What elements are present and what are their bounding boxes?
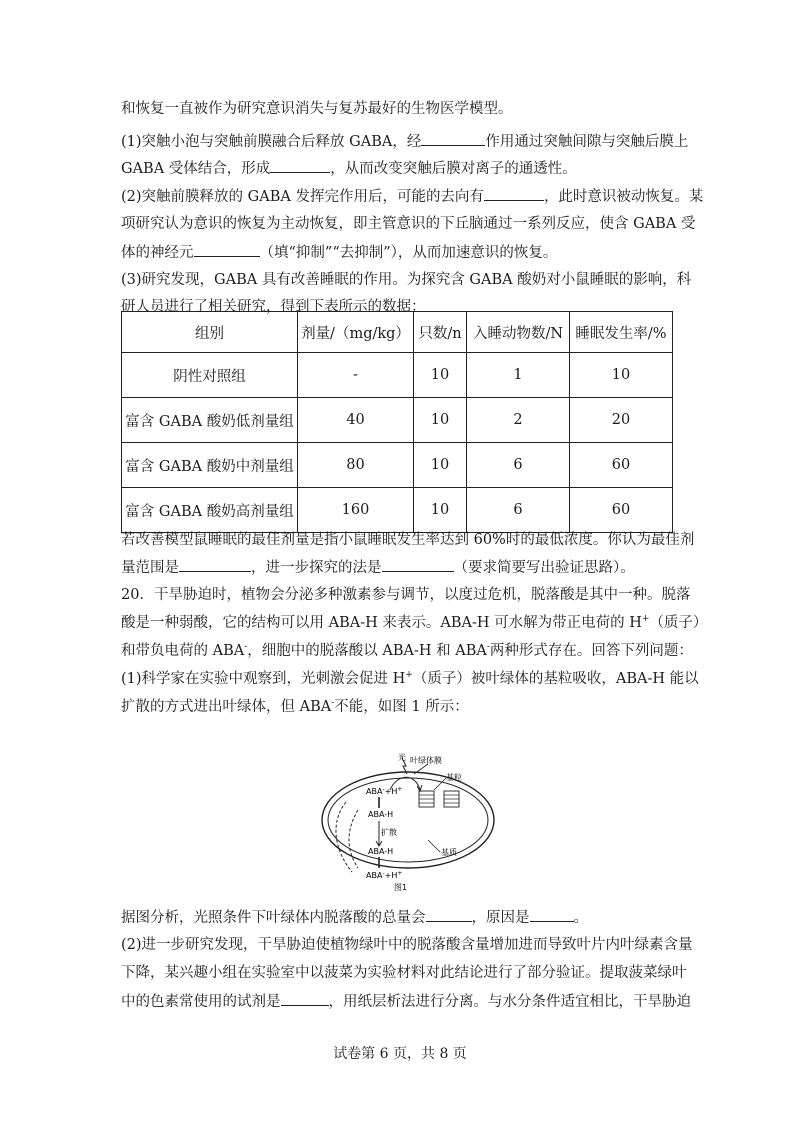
table-row xyxy=(122,398,673,443)
question-2-line-2: 项研究认为意识的恢复为主动恢复，即主管意识的下丘脑通过一系列反应，使含 GABA 受 xyxy=(121,216,696,232)
question-20-2-line-3: 中的色素常使用的试剂是 ，用纸层析法进行分离。与水分条件适宜相比，干旱胁迫 xyxy=(121,991,681,1012)
data-table xyxy=(121,311,673,533)
page-footer: 试卷第 6 页，共 8 页 xyxy=(333,1046,467,1062)
answer-blank[interactable] xyxy=(194,242,260,257)
table-header-cell: 只数/n xyxy=(414,312,467,353)
question-20-1-line-3: 据图分析，光照条件下叶绿体内脱落酸的总量会 ，原因是 。 xyxy=(121,907,681,928)
label-aba-h-inner: ABA-H xyxy=(368,810,394,819)
answer-blank[interactable] xyxy=(270,158,330,173)
question-2-line-3: 体的神经元 （填“抑制”“去抑制”），从而加速意识的恢复。 xyxy=(121,242,681,263)
label-membrane: 叶绿体膜 xyxy=(410,756,442,765)
granum-stack-left xyxy=(419,791,434,807)
table-cell: 80 xyxy=(298,443,414,488)
table-cell: 6 xyxy=(467,488,570,533)
label-bottom-ions: ABA-+H+ xyxy=(366,870,403,880)
table-row xyxy=(122,488,673,533)
answer-blank[interactable] xyxy=(426,907,472,922)
question-20-2-line-1: (2)进一步研究发现，干旱胁迫使植物绿叶中的脱落酸含量增加进而导致叶片内叶绿素含量 xyxy=(121,937,693,953)
after-table-line-2: 量范围是 ，进一步探究的法是 （要求简要写出验证思路）。 xyxy=(121,557,681,578)
table-cell: 6 xyxy=(467,443,570,488)
outer-membrane xyxy=(322,772,494,868)
label-aba-h-outer: ABA-H xyxy=(368,847,394,856)
inner-membrane xyxy=(328,778,488,862)
chloroplast-figure xyxy=(316,750,496,895)
table-cell: 10 xyxy=(414,488,467,533)
table-cell: 1 xyxy=(467,353,570,398)
stroma-pointer xyxy=(428,840,440,852)
answer-blank[interactable] xyxy=(281,991,329,1006)
granum-pointer xyxy=(434,778,446,790)
table-header-cell: 组别 xyxy=(122,312,298,353)
question-1-line-1: (1)突触小泡与突触前膜融合后释放 GABA，经 作用通过突触间隙与突触后膜上 xyxy=(121,131,681,152)
table-cell: 富含 GABA 酸奶低剂量组 xyxy=(122,398,298,443)
table-cell: 10 xyxy=(414,443,467,488)
answer-blank[interactable] xyxy=(421,131,485,146)
label-stroma: 基质 xyxy=(441,848,457,857)
table-cell: 60 xyxy=(570,488,673,533)
table-cell: 60 xyxy=(570,443,673,488)
table-cell: 10 xyxy=(414,398,467,443)
table-row xyxy=(122,353,673,398)
question-20-line-3: 和带负电荷的 ABA-，细胞中的脱落酸以 ABA-H 和 ABA-两种形式存在。回答下列问题： xyxy=(121,642,693,659)
table-cell: 20 xyxy=(570,398,673,443)
table-cell: 10 xyxy=(414,353,467,398)
label-granum: 基粒 xyxy=(446,773,462,782)
table-cell: 阴性对照组 xyxy=(122,353,298,398)
answer-blank[interactable] xyxy=(179,557,251,572)
label-diffuse: 扩散 xyxy=(381,828,397,837)
table-cell: 40 xyxy=(298,398,414,443)
question-1-line-2: GABA 受体结合，形成 ，从而改变突触后膜对离子的通透性。 xyxy=(121,158,681,179)
table-header-cell: 睡眠发生率/% xyxy=(570,312,673,353)
label-top-ions: ABA-+H+ xyxy=(366,786,403,796)
label-light: 光 xyxy=(398,753,406,762)
table-cell: 2 xyxy=(467,398,570,443)
table-row xyxy=(122,443,673,488)
question-3-line-2: 研人员进行了相关研究，得到下表所示的数据： xyxy=(121,299,426,315)
granum-stack-right xyxy=(444,791,459,807)
after-table-line-1: 若改善模型鼠睡眠的最佳剂量是指小鼠睡眠发生率达到 60%时的最低浓度。你认为最佳剂 xyxy=(121,532,695,548)
question-20-1-line-2: 扩散的方式进出叶绿体，但 ABA-不能，如图 1 所示： xyxy=(121,698,469,715)
table-header-cell: 剂量/（mg/kg） xyxy=(298,312,414,353)
question-20-line-2: 酸是一种弱酸，它的结构可以用 ABA-H 来表示。ABA-H 可水解为带正电荷的 H+（质子） xyxy=(121,614,708,631)
question-2-line-1: (2)突触前膜释放的 GABA 发挥完作用后，可能的去向有 ，此时意识被动恢复。某 xyxy=(121,186,681,207)
table-cell: 富含 GABA 酸奶中剂量组 xyxy=(122,443,298,488)
question-20-2-line-2: 下降，某兴趣小组在实验室中以菠菜为实验材料对此结论进行了部分验证。提取菠菜绿叶 xyxy=(121,965,687,981)
table-header-row xyxy=(122,312,673,353)
table-cell: 160 xyxy=(298,488,414,533)
text-line-1: 和恢复一直被作为研究意识消失与复苏最好的生物医学模型。 xyxy=(121,101,513,117)
question-3-line-1: (3)研究发现，GABA 具有改善睡眠的作用。为探究含 GABA 酸奶对小鼠睡眠的影响，科 xyxy=(121,272,692,288)
figure-caption: 图1 xyxy=(394,883,408,892)
table-cell: - xyxy=(298,353,414,398)
answer-blank[interactable] xyxy=(382,557,454,572)
blocked-path-left xyxy=(336,802,352,872)
table-header-cell: 入睡动物数/N xyxy=(467,312,570,353)
question-20-line-1: 20．干旱胁迫时，植物会分泌多种激素参与调节，以度过危机，脱落酸是其中一种。脱落 xyxy=(121,587,691,603)
table-cell: 10 xyxy=(570,353,673,398)
answer-blank[interactable] xyxy=(530,907,574,922)
answer-blank[interactable] xyxy=(484,186,544,201)
table-cell: 富含 GABA 酸奶高剂量组 xyxy=(122,488,298,533)
question-20-1-line-1: (1)科学家在实验中观察到，光刺激会促进 H+（质子）被叶绿体的基粒吸收，ABA-H 能以 xyxy=(121,670,699,687)
